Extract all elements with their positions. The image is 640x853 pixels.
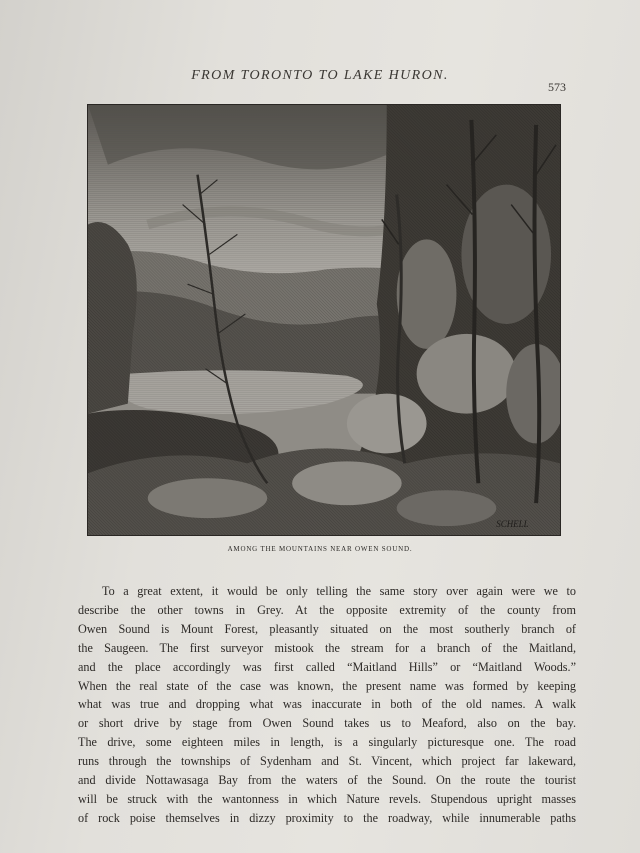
text-line: Owen Sound is Mount Forest, pleasantly situated on the most southerly branch of bbox=[78, 621, 576, 636]
page-number: 573 bbox=[548, 80, 566, 94]
text-line: describe the other towns in Grey. At the opposite extremity of the county from bbox=[78, 602, 576, 617]
text-line: When the real state of the case was known, the present name was formed by keeping bbox=[78, 678, 576, 693]
text-line: and the place accordingly was first called “Maitland Hills” or “Maitland Woods.” bbox=[78, 659, 576, 674]
text-line: The drive, some eighteen miles in length, is a singularly picturesque one. The road bbox=[78, 735, 576, 750]
illustration-caption: AMONG THE MOUNTAINS NEAR OWEN SOUND. bbox=[227, 545, 413, 553]
landscape-engraving bbox=[88, 105, 560, 535]
text-line: runs through the townships of Sydenham and St. Vincent, which project far lakeward, bbox=[78, 754, 576, 769]
text-line: the Saugeen. The first surveyor mistook the stream for a branch of the Maitland, bbox=[78, 640, 576, 655]
text-line: and divide Nottawasaga Bay from the waters of the Sound. On the route the tourist bbox=[78, 773, 576, 788]
text-line: of rock poise themselves in dizzy proximity to the roadway, while innumerable paths bbox=[78, 810, 576, 825]
text-line: To a great extent, it would be only telling the same story over again were we to bbox=[102, 584, 576, 598]
text-line: what was true and dropping what was inaccurate in both of the old names. A walk bbox=[78, 697, 576, 712]
body-paragraph bbox=[78, 582, 576, 828]
engraving-illustration bbox=[87, 104, 561, 536]
text-line: or short drive by stage from Owen Sound takes us to Meaford, also on the bay. bbox=[78, 716, 576, 731]
engraver-signature: SCHELL bbox=[496, 519, 529, 530]
text-line: will be struck with the wantonness in which Nature revels. Stupendous upright masses bbox=[78, 791, 576, 806]
running-head: FROM TORONTO TO LAKE HURON. bbox=[191, 68, 449, 83]
